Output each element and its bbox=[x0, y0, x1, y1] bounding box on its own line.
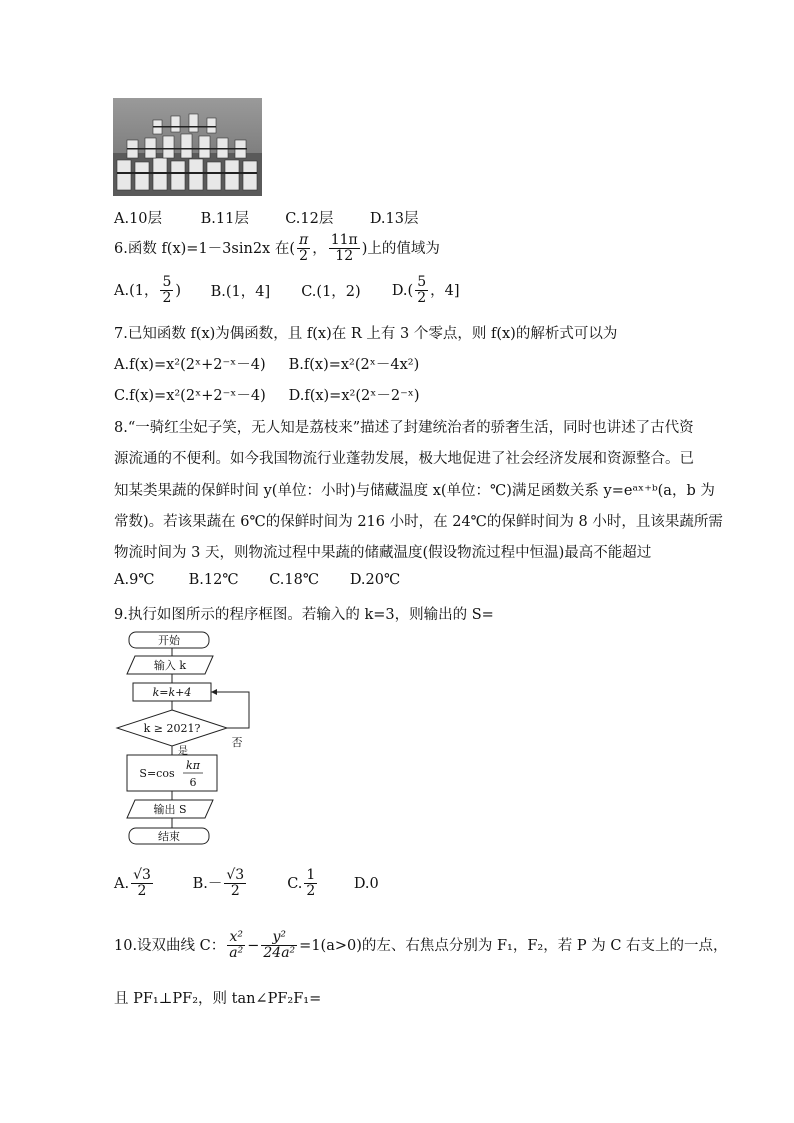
q10-minus: − bbox=[247, 937, 260, 954]
q5-options-row bbox=[114, 207, 419, 228]
q9-optc-den: 2 bbox=[306, 883, 316, 900]
q7-option-b: B.f(x)=x²(2ˣ－4x²) bbox=[288, 357, 420, 373]
flow-condition-label: k ≥ 2021? bbox=[143, 722, 201, 735]
flow-end-label: 结束 bbox=[158, 830, 180, 843]
q10-line-2: 且 PF₁⊥PF₂，则 tan∠PF₂F₁= bbox=[114, 991, 322, 1007]
q8-line-2: 源流通的不便利。如今我国物流行业蓬勃发展，极大地促进了社会经济发展和资源整合。已 bbox=[114, 451, 694, 467]
q6-optd-den: 2 bbox=[417, 290, 427, 307]
q8-line-1: 8.“一骑红尘妃子笑，无人知是荔枝来”描述了封建统治者的骄奢生活，同时也讲述了古代资 bbox=[114, 420, 694, 436]
q10-post: 的左、右焦点分别为 F₁，F₂，若 P 为 C 右支上的一点， bbox=[361, 937, 728, 954]
q8-option-c: C.18℃ bbox=[269, 572, 320, 588]
pagoda-photo bbox=[113, 98, 262, 196]
q6-opta-post: ) bbox=[175, 282, 182, 299]
q5-option-b: B.11层 bbox=[200, 211, 249, 227]
q6-opta-den: 2 bbox=[162, 290, 172, 307]
q7-stem: 7.已知函数 f(x)为偶函数，且 f(x)在 R 上有 3 个零点，则 f(x)的解析式可以为 bbox=[114, 326, 618, 342]
q8-options-row bbox=[114, 572, 400, 588]
q8-option-a: A.9℃ bbox=[114, 572, 155, 588]
flow-start-label: 开始 bbox=[158, 634, 180, 647]
flow-output-label: 输出 S bbox=[153, 803, 187, 816]
flow-input-label: 输入 k bbox=[153, 659, 187, 672]
q10-f1-den: a² bbox=[229, 945, 244, 962]
q6-suffix: )上的值域为 bbox=[361, 240, 440, 257]
q10-f1-num: x² bbox=[227, 930, 245, 946]
q9-option-c bbox=[287, 868, 349, 900]
q6-f1-num: π bbox=[299, 232, 309, 248]
flow-assign-den: 6 bbox=[189, 776, 197, 789]
q9-option-d: D.0 bbox=[353, 875, 379, 892]
flow-assign-lhs: S=cos bbox=[139, 767, 175, 780]
q6-optd-num: 5 bbox=[417, 274, 427, 290]
q7-options-row-2 bbox=[114, 384, 420, 405]
q7-option-d: D.f(x)=x²(2ˣ－2⁻ˣ) bbox=[288, 388, 420, 404]
q9-options-row bbox=[114, 868, 379, 900]
q10-f2-num: y² bbox=[261, 930, 297, 946]
q6-sep: ， bbox=[312, 240, 327, 257]
q9-optc-num: 1 bbox=[306, 867, 316, 883]
q8-line-3: 知某类果蔬的保鲜时间 y(单位：小时)与储藏温度 x(单位：℃)满足函数关系 y=eᵃˣ⁺ᵇ(a，b 为 bbox=[114, 483, 715, 499]
q9-stem: 9.执行如图所示的程序框图。若输入的 k=3，则输出的 S= bbox=[114, 607, 494, 623]
q6-option-d bbox=[392, 275, 460, 307]
q6-fraction-pi-over-2 bbox=[297, 233, 310, 265]
q9-option-a bbox=[114, 868, 188, 900]
q8-line-5: 物流时间为 3 天，则物流过程中果蔬的储藏温度(假设物流过程中恒温)最高不能超过 bbox=[114, 545, 652, 561]
q6-f2-num: 11π bbox=[330, 232, 358, 248]
q10-eq: =1(a>0) bbox=[299, 937, 362, 954]
q10-f2-den: 24a² bbox=[263, 945, 296, 962]
flow-update-label: k=k+4 bbox=[152, 686, 192, 699]
q6-option-b: B.(1，4] bbox=[210, 284, 271, 301]
q6-optd-pre: D.( bbox=[391, 282, 414, 299]
q7-options-row-1 bbox=[114, 353, 419, 374]
q7-option-c: C.f(x)=x²(2ˣ+2⁻ˣ－4) bbox=[114, 388, 266, 404]
q6-optd-post: ，4] bbox=[430, 282, 460, 299]
flow-yes-label: 是 bbox=[178, 746, 188, 757]
q6-fraction-11pi-over-12 bbox=[329, 233, 360, 265]
q6-opta-num: 5 bbox=[162, 274, 172, 290]
flow-loop-arrow bbox=[211, 692, 249, 728]
q6-prefix: 6.函数 f(x)=1－3sin2x 在( bbox=[114, 240, 295, 257]
q9-optc-pre: C. bbox=[287, 875, 303, 892]
q6-options-row bbox=[114, 275, 460, 307]
q8-option-d: D.20℃ bbox=[349, 572, 401, 588]
q6-option-c: C.(1，2) bbox=[301, 284, 361, 301]
q9-opta-pre: A. bbox=[114, 875, 130, 892]
q9-opta-den: 2 bbox=[137, 883, 147, 900]
q9-opta-num: √3 bbox=[133, 867, 151, 883]
q10-pre: 10.设双曲线 C： bbox=[114, 937, 226, 954]
q9-optb-pre: B.－ bbox=[192, 875, 223, 892]
q5-option-a: A.10层 bbox=[114, 211, 163, 227]
q8-option-b: B.12℃ bbox=[188, 572, 239, 588]
q7-option-a: A.f(x)=x²(2ˣ+2⁻ˣ－4) bbox=[114, 357, 266, 373]
q6-stem bbox=[114, 233, 440, 265]
q9-option-b bbox=[193, 868, 283, 900]
q5-option-c: C.12层 bbox=[285, 211, 334, 227]
q8-line-4: 常数)。若该果蔬在 6℃的保鲜时间为 216 小时，在 24℃的保鲜时间为 8 小时，且该果蔬所需 bbox=[114, 514, 723, 530]
q6-f2-den: 12 bbox=[335, 248, 354, 265]
q6-option-a bbox=[114, 275, 206, 307]
q9-optb-den: 2 bbox=[230, 883, 240, 900]
q10-stem bbox=[114, 930, 728, 962]
flow-assign-num: kπ bbox=[186, 759, 200, 772]
q9-flowchart bbox=[113, 630, 253, 852]
q6-opta-pre: A.(1， bbox=[114, 282, 159, 299]
q5-option-d: D.13层 bbox=[369, 211, 419, 227]
flow-no-label: 否 bbox=[231, 736, 243, 749]
q9-optb-num: √3 bbox=[226, 867, 245, 883]
q6-f1-den: 2 bbox=[299, 248, 309, 265]
